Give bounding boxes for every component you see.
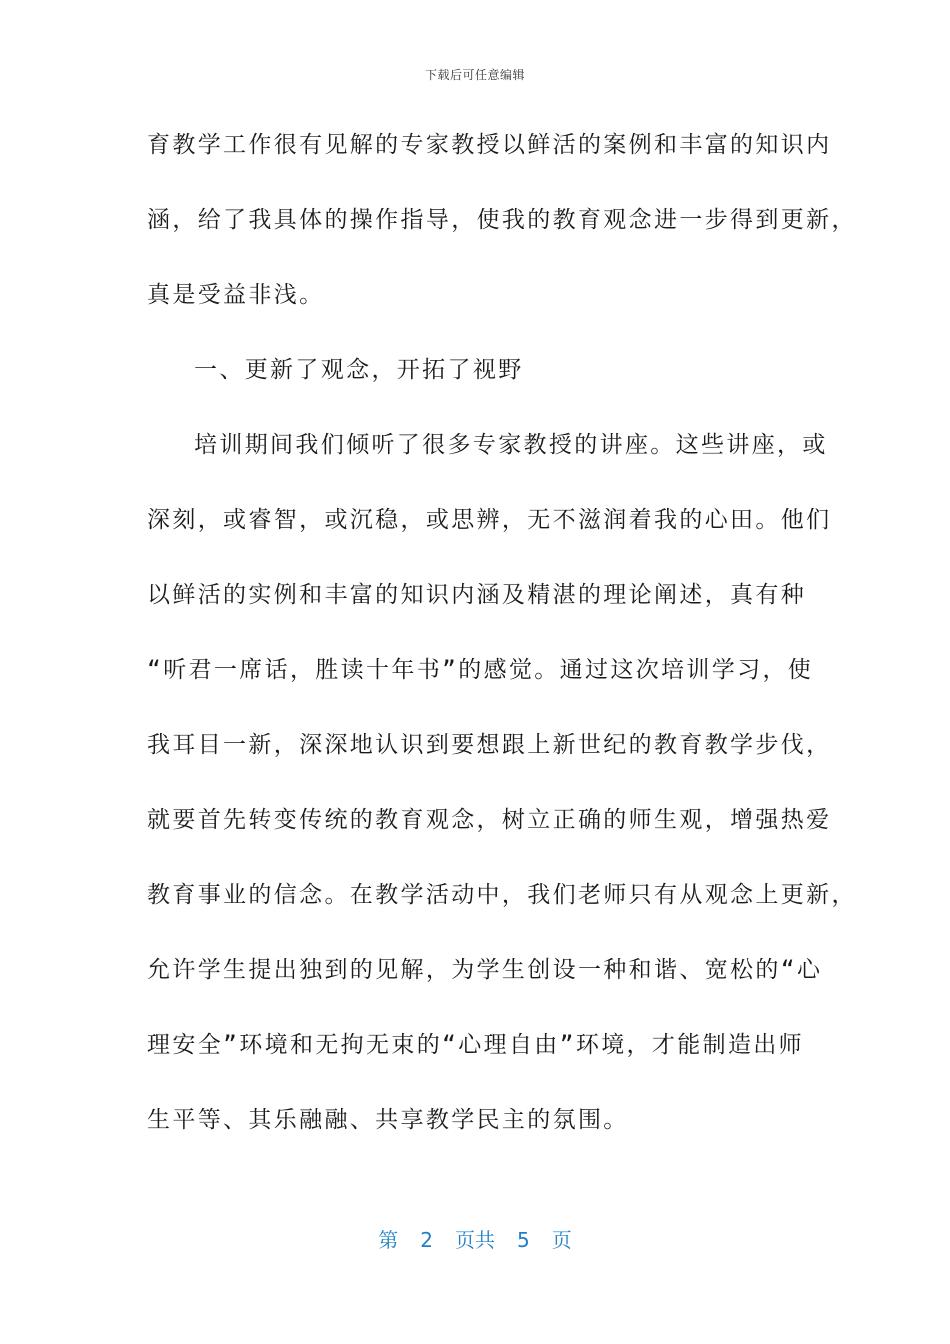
text-line: 理安全”环境和无拘无束的“心理自由”环境，才能制造出师: [147, 1032, 804, 1058]
text-line: 教育事业的信念。在教学活动中，我们老师只有从观念上更新，: [147, 882, 857, 908]
text-line: 培训期间我们倾听了很多专家教授的讲座。这些讲座，或: [194, 432, 828, 458]
text-line: 生平等、其乐融融、共享教学民主的氛围。: [147, 1107, 629, 1133]
text-line: 涵，给了我具体的操作指导，使我的教育观念进一步得到更新，: [147, 207, 857, 233]
text-line: “听君一席话，胜读十年书”的感觉。通过这次培训学习，使: [147, 657, 814, 683]
page-footer: [0, 1224, 950, 1253]
text-line: 允许学生提出独到的见解，为学生创设一种和谐、宽松的“心: [147, 957, 823, 983]
text-line: 深刻，或睿智，或沉稳，或思辨，无不滋润着我的心田。他们: [147, 507, 832, 533]
page-number: 2: [420, 1228, 433, 1252]
page-middle: 页共: [455, 1228, 495, 1252]
header-note: 下载后可任意编辑: [424, 68, 525, 82]
text-line: 以鲜活的实例和丰富的知识内涵及精湛的理论阐述，真有种: [147, 582, 807, 608]
text-line: 就要首先转变传统的教育观念，树立正确的师生观，增强热爱: [147, 807, 832, 833]
document-body: [147, 108, 857, 1158]
text-line: 我耳目一新，深深地认识到要想跟上新世纪的教育教学步伐，: [147, 732, 832, 758]
page-prefix: 第: [378, 1228, 399, 1252]
total-pages: 5: [517, 1228, 530, 1252]
section-heading: 一、更新了观念，开拓了视野: [194, 357, 524, 383]
text-line: 育教学工作很有见解的专家教授以鲜活的案例和丰富的知识内: [147, 132, 832, 158]
page-suffix: 页: [551, 1228, 572, 1252]
text-line: 真是受益非浅。: [147, 282, 325, 308]
